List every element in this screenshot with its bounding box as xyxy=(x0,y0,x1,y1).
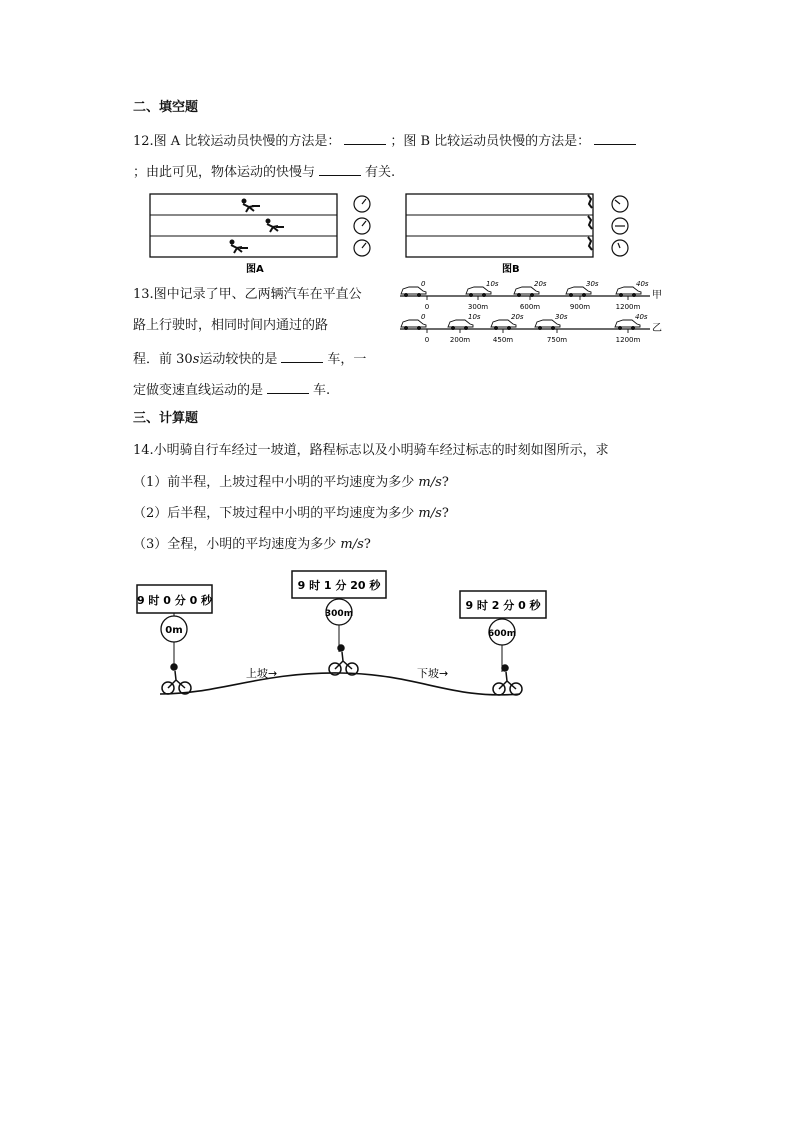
q14-sub2-unit: m/s xyxy=(418,506,442,521)
q12-text-c: ；由此可见，物体运动的快慢与 xyxy=(133,165,316,180)
figure-b-label: 图B xyxy=(502,264,520,275)
sign-3 xyxy=(460,591,546,672)
q12-text-b: ；图 B 比较运动员快慢的方法是： xyxy=(390,134,591,149)
sign-1 xyxy=(137,585,213,668)
distance-label: 1200m xyxy=(615,336,641,344)
q14-sub2-end: ? xyxy=(441,506,449,521)
q13-text-b: 运动较快的是 xyxy=(199,352,278,367)
uphill-label: 上坡→ xyxy=(246,667,278,680)
sign-1-time: 9 时 0 分 0 秒 xyxy=(136,594,213,607)
downhill-label: 下坡→ xyxy=(417,667,449,680)
cyclist-icon xyxy=(162,664,191,694)
q13-text-a: 程．前 30 xyxy=(133,352,193,367)
q14-sub1-unit: m/s xyxy=(418,475,442,490)
time-label: 40s xyxy=(635,313,648,321)
distance-label: 450m xyxy=(492,336,514,344)
hill-road xyxy=(160,673,520,695)
q14-sub3-text: （3）全程，小明的平均速度为多少 xyxy=(133,537,337,552)
time-label: 10s xyxy=(468,313,481,321)
q13-text-e: 车. xyxy=(313,383,331,398)
sign-2-time: 9 时 1 分 20 秒 xyxy=(297,579,381,592)
distance-label: 200m xyxy=(449,336,471,344)
section-3-title: 三、计算题 xyxy=(133,411,199,426)
time-label: 10s xyxy=(486,280,499,288)
distance-label: 600m xyxy=(519,303,541,311)
distance-label: 0 xyxy=(424,336,430,344)
q14-sub3-end: ? xyxy=(363,537,371,552)
time-label: 30s xyxy=(586,280,599,288)
time-label: 20s xyxy=(511,313,524,321)
sign-3-time: 9 时 2 分 0 秒 xyxy=(465,599,541,612)
section-2-title: 二、填空题 xyxy=(133,100,199,115)
distance-label: 750m xyxy=(546,336,568,344)
q13-unit: s xyxy=(192,352,200,367)
sign-3-distance: 600m xyxy=(487,629,517,639)
q12-text-a: 12.图 A 比较运动员快慢的方法是： xyxy=(133,134,341,149)
figure-a-label: 图A xyxy=(246,264,264,275)
distance-label: 0 xyxy=(424,303,430,311)
q14-sub1-text: （1）前半程，上坡过程中小明的平均速度为多少 xyxy=(133,475,415,490)
q13-text-d: 定做变速直线运动的是 xyxy=(133,383,264,398)
cyclist-icon xyxy=(329,645,358,675)
car-name: 甲 xyxy=(652,290,662,301)
time-label: 40s xyxy=(636,280,649,288)
q14-sub1-end: ? xyxy=(441,475,449,490)
q14-sub2-text: （2）后半程，下坡过程中小明的平均速度为多少 xyxy=(133,506,415,521)
sign-1-distance: 0m xyxy=(165,625,183,636)
time-label: 20s xyxy=(534,280,547,288)
time-label: 0 xyxy=(421,313,426,321)
q14-sub3-unit: m/s xyxy=(340,537,364,552)
distance-label: 300m xyxy=(467,303,489,311)
q13-line2: 路上行驶时，相同时间内通过的路 xyxy=(133,318,329,333)
sign-2 xyxy=(292,571,386,652)
cyclist-icon xyxy=(493,665,522,695)
car-name: 乙 xyxy=(652,323,662,334)
q14-stem: 14.小明骑自行车经过一坡道，路程标志以及小明骑车经过标志的时刻如图所示，求 xyxy=(133,443,609,458)
q12-text-d: 有关. xyxy=(365,165,396,180)
time-label: 30s xyxy=(555,313,568,321)
time-label: 0 xyxy=(421,280,426,288)
distance-label: 1200m xyxy=(615,303,641,311)
distance-label: 900m xyxy=(569,303,591,311)
q13-line1: 13.图中记录了甲、乙两辆汽车在平直公 xyxy=(133,287,362,302)
sign-2-distance: 300m xyxy=(324,609,354,619)
q13-text-c: 车，一 xyxy=(327,352,367,367)
